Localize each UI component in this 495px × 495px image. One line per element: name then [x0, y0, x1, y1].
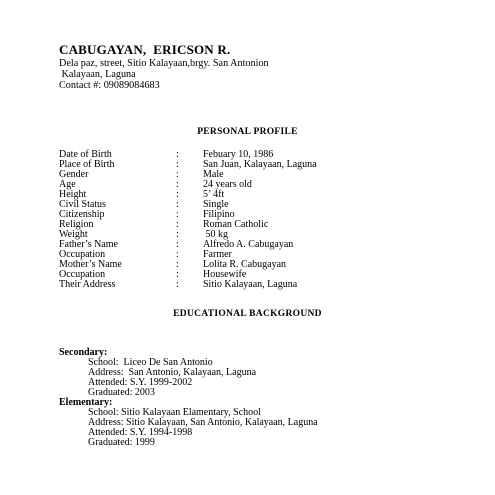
profile-separator: : — [176, 169, 179, 180]
profile-value: Febuary 10, 1986 — [203, 149, 274, 160]
profile-value: Alfredo A. Cabugayan — [203, 239, 294, 250]
profile-value: 24 years old — [203, 179, 252, 190]
profile-value: Farmer — [203, 249, 232, 260]
profile-value: 50 kg — [203, 229, 228, 240]
profile-separator: : — [176, 279, 179, 290]
secondary-address: Address: San Antonio, Kalayaan, Laguna — [88, 367, 257, 378]
profile-separator: : — [176, 219, 179, 230]
profile-separator: : — [176, 189, 179, 200]
profile-value: Single — [203, 199, 229, 210]
profile-label: Occupation — [59, 249, 106, 260]
profile-separator: : — [176, 269, 179, 280]
profile-label: Their Address — [59, 279, 116, 290]
profile-separator: : — [176, 149, 179, 160]
profile-row — [59, 279, 298, 290]
profile-label: Weight — [59, 229, 88, 240]
elementary-attended: Attended: S.Y. 1994-1998 — [88, 427, 193, 438]
profile-separator: : — [176, 239, 179, 250]
profile-label: Gender — [59, 169, 89, 180]
address-line-2: Kalayaan, Laguna — [59, 69, 136, 80]
profile-label: Occupation — [59, 269, 106, 280]
elementary-school: School: Sitio Kalayaan Elamentary, School — [88, 407, 261, 418]
profile-separator: : — [176, 229, 179, 240]
profile-label: Citizenship — [59, 209, 105, 220]
secondary-school: School: Liceo De San Antonio — [88, 357, 213, 368]
elementary-label: Elementary: — [59, 397, 113, 408]
profile-value: Lolita R. Cabugayan — [203, 259, 287, 270]
profile-value: Filipino — [203, 209, 235, 220]
secondary-attended: Attended: S.Y. 1999-2002 — [88, 377, 193, 388]
profile-label: Civil Status — [59, 199, 106, 210]
profile-separator: : — [176, 249, 179, 260]
profile-label: Date of Birth — [59, 149, 112, 160]
profile-label: Place of Birth — [59, 159, 115, 170]
profile-label: Father’s Name — [59, 239, 118, 250]
profile-label: Religion — [59, 219, 94, 230]
profile-separator: : — [176, 179, 179, 190]
profile-value: Roman Catholic — [203, 219, 269, 230]
profile-separator: : — [176, 259, 179, 270]
elementary-address: Address: Sitio Kalayaan, San Antonio, Kalayaan, Laguna — [88, 417, 318, 428]
profile-value: Male — [203, 169, 224, 180]
profile-separator: : — [176, 199, 179, 210]
applicant-name: CABUGAYAN, ERICSON R. — [59, 42, 231, 57]
profile-label: Mother’s Name — [59, 259, 122, 270]
address-line-1: Dela paz, street, Sitio Kalayaan,brgy. San Antonion — [59, 58, 269, 69]
secondary-graduated: Graduated: 2003 — [88, 387, 155, 398]
profile-value: Housewife — [203, 269, 247, 280]
personal-profile-heading: PERSONAL PROFILE — [197, 127, 298, 137]
profile-label: Height — [59, 189, 87, 200]
contact-number: Contact #: 09089084683 — [59, 80, 160, 91]
profile-value: 5’ 4ft — [203, 189, 225, 200]
profile-value: San Juan, Kalayaan, Laguna — [203, 159, 317, 170]
educational-background-heading: EDUCATIONAL BACKGROUND — [173, 309, 322, 319]
profile-value: Sitio Kalayaan, Laguna — [203, 279, 298, 290]
profile-separator: : — [176, 209, 179, 220]
elementary-graduated: Graduated: 1999 — [88, 437, 155, 448]
profile-label: Age — [59, 179, 76, 190]
secondary-label: Secondary: — [59, 347, 108, 358]
profile-separator: : — [176, 159, 179, 170]
